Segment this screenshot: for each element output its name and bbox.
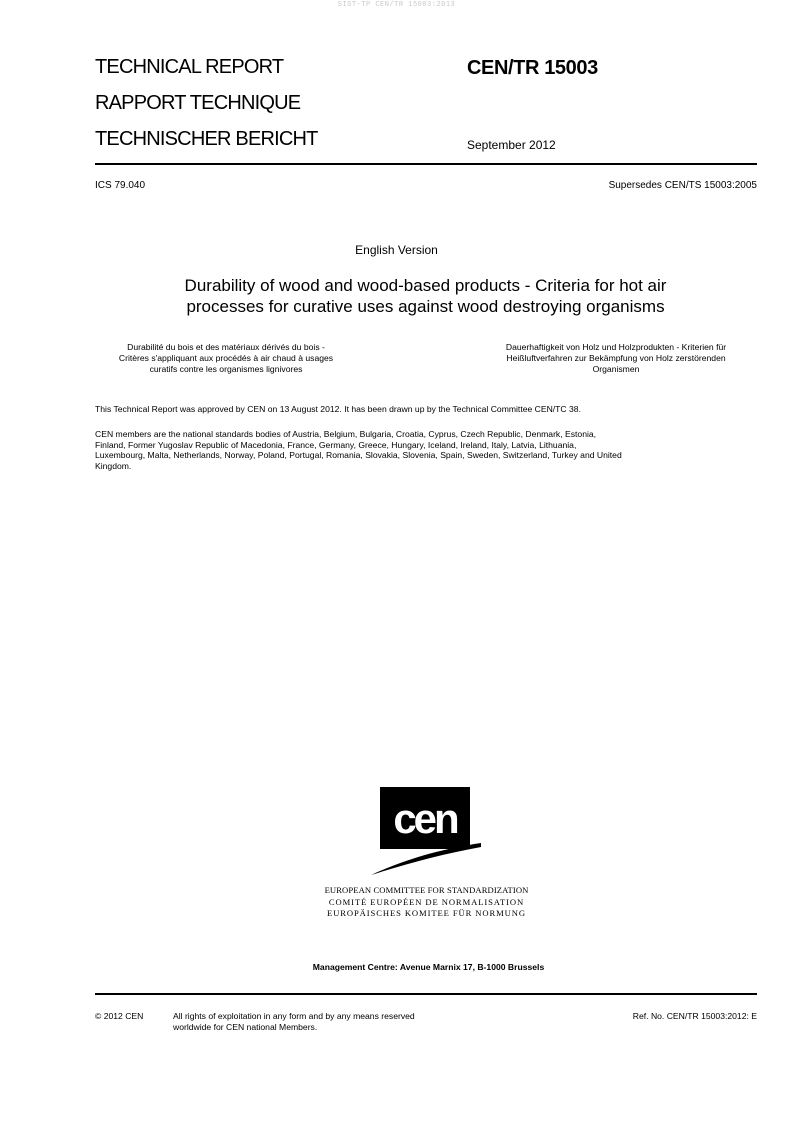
copyright: © 2012 CEN bbox=[95, 1011, 144, 1021]
supersedes-note: Supersedes CEN/TS 15003:2005 bbox=[608, 180, 757, 191]
title-german bbox=[456, 342, 776, 375]
rights-line: All rights of exploitation in any form and by any means reserved bbox=[173, 1011, 415, 1021]
members-statement bbox=[95, 429, 757, 471]
document-title bbox=[95, 275, 756, 317]
committee-name-de: EUROPÄISCHES KOMITEE FÜR NORMUNG bbox=[326, 908, 527, 918]
members-line: Luxembourg, Malta, Netherlands, Norway, Poland, Portugal, Romania, Slovakia, Slovenia, Spain, Sweden, Switzerland, Turkey and United bbox=[95, 450, 622, 460]
title-french-line: curatifs contre les organismes lignivores bbox=[149, 364, 303, 374]
rights-line: worldwide for CEN national Members. bbox=[173, 1021, 318, 1032]
members-line: Finland, Former Yugoslav Republic of Macedonia, France, Germany, Greece, Hungary, Iceland, Ireland, Italy, Latvia, Lithuania, bbox=[95, 439, 577, 450]
ics-code: ICS 79.040 bbox=[95, 180, 146, 191]
rights-statement bbox=[173, 1011, 415, 1032]
approval-statement: This Technical Report was approved by CEN on 13 August 2012. It has been drawn up by the Technical Committee CEN/TC 38. bbox=[95, 404, 581, 414]
committee-name-fr: COMITÉ EUROPÉEN DE NORMALISATION bbox=[328, 896, 525, 907]
header-rule bbox=[95, 163, 757, 165]
publication-date: September 2012 bbox=[467, 138, 556, 152]
members-line: Kingdom. bbox=[95, 460, 132, 471]
title-french-line: Critères s'appliquant aux procédés à air chaud à usages bbox=[118, 353, 334, 363]
english-version-label: English Version bbox=[355, 243, 438, 257]
cen-logo-text: cen bbox=[393, 795, 457, 842]
members-line: CEN members are the national standards bodies of Austria, Belgium, Bulgaria, Croatia, Cyprus, Czech Republic, Denmark, Estonia, bbox=[95, 429, 597, 439]
title-german-line: Organismen bbox=[592, 364, 640, 374]
document-number: CEN/TR 15003 bbox=[467, 57, 598, 79]
report-type-en: TECHNICAL REPORT bbox=[95, 56, 284, 78]
report-type-de: TECHNISCHER BERICHT bbox=[95, 128, 318, 150]
title-german-line: Heißluftverfahren zur Bekämpfung von Holz zerstörenden bbox=[506, 353, 726, 363]
committee-name-en: EUROPEAN COMMITTEE FOR STANDARDIZATION bbox=[324, 885, 529, 895]
committee-names bbox=[250, 885, 603, 920]
title-french bbox=[76, 342, 376, 375]
reference-number: Ref. No. CEN/TR 15003:2012: E bbox=[632, 1011, 757, 1021]
watermark: SIST-TP CEN/TR 15003:2013 bbox=[337, 1, 456, 9]
title-german-line: Dauerhaftigkeit von Holz und Holzprodukten - Kriterien für bbox=[505, 342, 727, 352]
document-title-line: Durability of wood and wood-based products - Criteria for hot air bbox=[184, 276, 667, 295]
document-title-line: processes for curative uses against wood destroying organisms bbox=[186, 297, 665, 316]
footer-rule bbox=[95, 993, 757, 995]
cen-logo bbox=[371, 787, 481, 877]
report-type-fr: RAPPORT TECHNIQUE bbox=[95, 92, 301, 114]
title-french-line: Durabilité du bois et des matériaux dérivés du bois - bbox=[127, 342, 325, 352]
management-centre: Management Centre: Avenue Marnix 17, B-1000 Brussels bbox=[312, 962, 545, 972]
